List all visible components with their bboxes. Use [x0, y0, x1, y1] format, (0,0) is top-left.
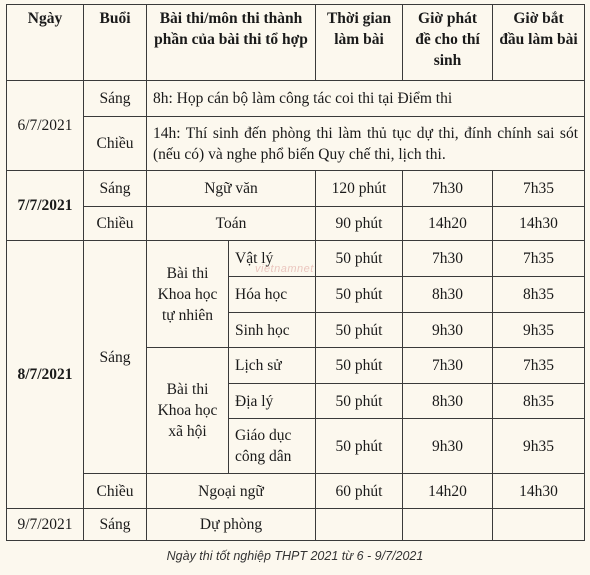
distribution-time-cell: 7h30 [403, 171, 493, 207]
combined-exam-khtn: Bài thi Khoa học tự nhiên [147, 241, 229, 348]
start-time-cell: 14h30 [493, 474, 585, 509]
date-cell: 8/7/2021 [7, 241, 84, 509]
duration-cell: 90 phút [316, 207, 403, 241]
session-cell: Chiều [84, 207, 147, 241]
subject-cell: Dự phòng [147, 509, 316, 541]
activity-cell: 8h: Họp cán bộ làm công tác coi thi tại Điểm thi [147, 81, 585, 117]
subject-cell: Toán [147, 207, 316, 241]
duration-cell: 50 phút [316, 419, 403, 474]
session-cell: Sáng [84, 171, 147, 207]
subject-cell: Ngữ văn [147, 171, 316, 207]
distribution-time-cell: 8h30 [403, 277, 493, 313]
start-time-cell: 7h35 [493, 348, 585, 384]
distribution-time-cell: 9h30 [403, 313, 493, 348]
caption: Ngày thi tốt nghiệp THPT 2021 từ 6 - 9/7/2021 [166, 549, 424, 563]
start-time-cell: 8h35 [493, 277, 585, 313]
table-row [7, 509, 585, 541]
combined-exam-khxh: Bài thi Khoa học xã hội [147, 348, 229, 474]
session-cell: Chiều [84, 474, 147, 509]
start-time-cell: 14h30 [493, 207, 585, 241]
empty-cell [316, 509, 403, 541]
start-time-cell: 8h35 [493, 384, 585, 419]
duration-cell: 50 phút [316, 241, 403, 277]
distribution-time-cell: 7h30 [403, 241, 493, 277]
distribution-time-cell: 9h30 [403, 419, 493, 474]
empty-cell [403, 509, 493, 541]
subject-cell: Lịch sử [229, 348, 316, 384]
distribution-time-cell: 7h30 [403, 348, 493, 384]
distribution-time-cell: 8h30 [403, 384, 493, 419]
subject-cell: Hóa học [229, 277, 316, 313]
table-row [7, 474, 585, 509]
table-row [7, 171, 585, 207]
duration-cell: 60 phút [316, 474, 403, 509]
subject-cell: Ngoại ngữ [147, 474, 316, 509]
duration-cell: 120 phút [316, 171, 403, 207]
duration-cell: 50 phút [316, 277, 403, 313]
subject-cell: Giáo dục công dân [229, 419, 316, 474]
date-cell: 6/7/2021 [7, 81, 84, 171]
header-bai-thi: Bài thi/môn thi thành phần của bài thi tổ hợp [147, 5, 316, 81]
date-cell: 9/7/2021 [7, 509, 84, 541]
header-row [7, 5, 585, 81]
watermark-logo: vietnamnet [255, 263, 314, 275]
header-ngay: Ngày [7, 5, 84, 81]
duration-cell: 50 phút [316, 384, 403, 419]
header-gio-bat-dau: Giờ bắt đầu làm bài [493, 5, 585, 81]
start-time-cell: 7h35 [493, 241, 585, 277]
distribution-time-cell: 14h20 [403, 207, 493, 241]
session-cell: Sáng [84, 241, 147, 474]
start-time-cell: 7h35 [493, 171, 585, 207]
header-buoi: Buổi [84, 5, 147, 81]
start-time-cell: 9h35 [493, 313, 585, 348]
duration-cell: 50 phút [316, 313, 403, 348]
distribution-time-cell: 14h20 [403, 474, 493, 509]
session-cell: Sáng [84, 509, 147, 541]
table-row [7, 81, 585, 117]
empty-cell [493, 509, 585, 541]
duration-cell: 50 phút [316, 348, 403, 384]
table-row [7, 117, 585, 171]
header-thoi-gian: Thời gian làm bài [316, 5, 403, 81]
header-gio-phat: Giờ phát đề cho thí sinh [403, 5, 493, 81]
subject-cell: Sinh học [229, 313, 316, 348]
subject-cell: Địa lý [229, 384, 316, 419]
session-cell: Sáng [84, 81, 147, 117]
date-cell: 7/7/2021 [7, 171, 84, 241]
activity-cell: 14h: Thí sinh đến phòng thi làm thủ tục dự thi, đính chính sai sót (nếu có) và nghe phổ biến Quy chế thi, lịch thi. [147, 117, 585, 171]
table-row [7, 207, 585, 241]
session-cell: Chiều [84, 117, 147, 171]
subject-cell: Vật lý [229, 241, 316, 277]
start-time-cell: 9h35 [493, 419, 585, 474]
